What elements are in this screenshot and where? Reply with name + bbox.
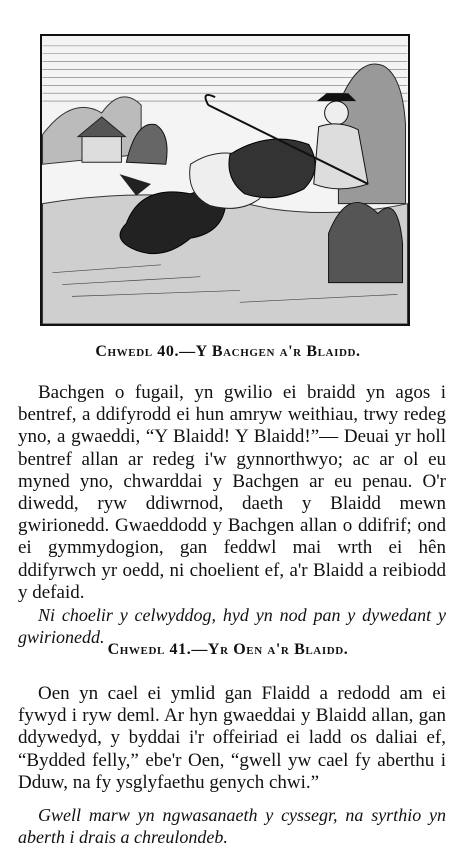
woodcut-illustration bbox=[40, 34, 410, 326]
fable-40-text: Bachgen o fugail, yn gwilio ei braidd yn agos i bentref, a ddifyrodd ei hun amryw weithiau, trwy redeg yno, a gwaeddi, “Y Blaidd! Y Blaidd!”— Deuai yr holl bentref allan ar redeg i'w gynnorthwyo; ac ar ol eu myned yno, chwarddai y Bachgen ar eu penau. O'r diwedd, ryw ddiwrnod, daeth y Blaidd mewn gwirionedd. Gwaeddodd y Bachgen allan o ddifrif; ond ei gymmydogion, gan feddwl mai wrth ei hên ddifyrwch yr oedd, ni choelient ef, a'r Blaidd a reibiodd y defaid. bbox=[18, 382, 446, 603]
fable-41-text: Oen yn cael ei ymlid gan Flaidd a redodd am ei fywyd i ryw deml. Ar hyn gwaeddai y Blaidd allan, gan ddywedyd, y byddai i'r offeiriad ei ladd os daliai ef, “Bydded felly,” ebe'r Oen, “gwell yw cael fy aberthu i Dduw, na fy ysglyfaethu genych chwi.” bbox=[18, 683, 446, 793]
bush bbox=[329, 202, 403, 282]
fable-40-moral: Ni choelir y celwyddog, hyd yn nod pan y dywedant y gwirionedd. bbox=[18, 605, 446, 647]
cottage bbox=[82, 135, 121, 163]
fable-40-heading: Chwedl 40.—Y Bachgen a'r Blaidd. bbox=[95, 343, 361, 360]
fable-41-moral: Gwell marw yn ngwasanaeth y cyssegr, na syrthio yn aberth i drais a chreulondeb. bbox=[18, 805, 446, 847]
dark-animal bbox=[229, 139, 315, 198]
woodcut-drawing bbox=[42, 36, 408, 324]
shepherd-head bbox=[325, 101, 349, 125]
wolf-head bbox=[119, 174, 151, 196]
fable-41-heading: Chwedl 41.—Yr Oen a'r Blaidd. bbox=[107, 641, 349, 658]
crook-hook bbox=[205, 95, 215, 105]
